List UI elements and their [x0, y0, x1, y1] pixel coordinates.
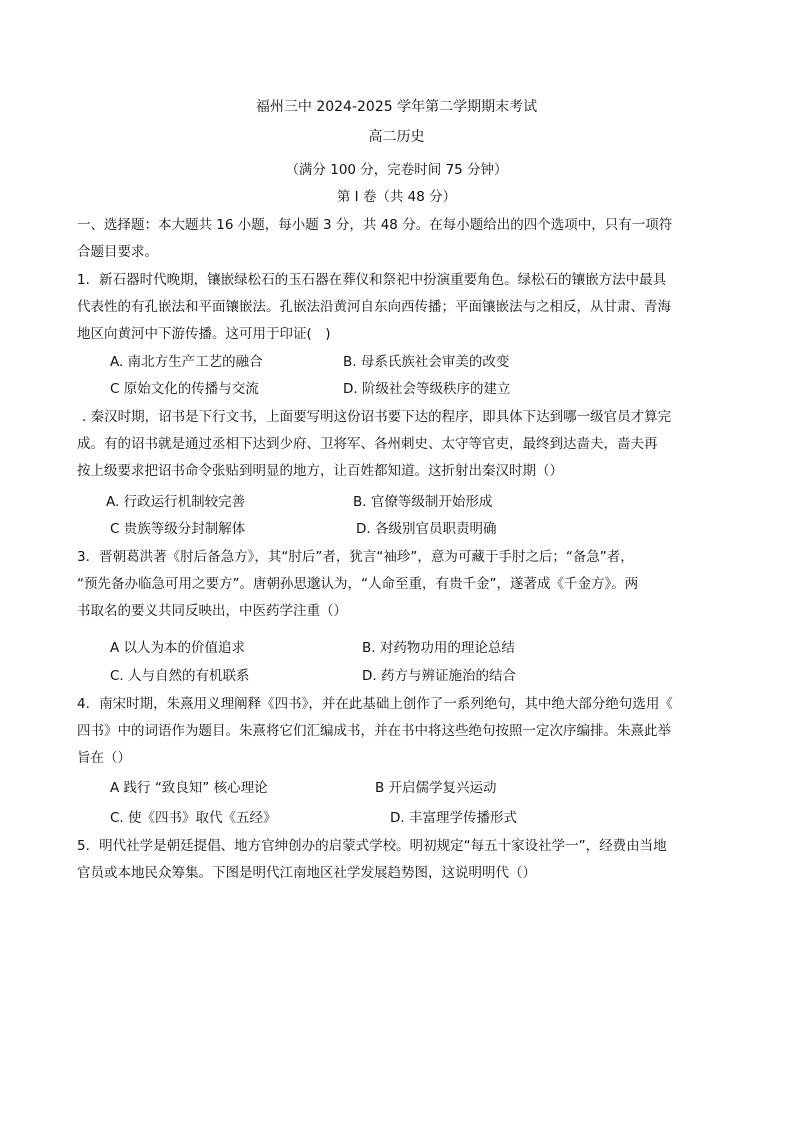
question-1-stem: 1．新石器时代晚期，镶嵌绿松石的玉石器在葬仪和祭祀中扮演重要角色。绿松石的镶嵌方法中最具 [77, 272, 667, 288]
section-intro-line: 合题目要求。 [77, 244, 158, 260]
question-5-stem: 5．明代社学是朝廷提倡、地方官绅创办的启蒙式学校。明初规定“每五十家设社学一”，经费由当地 [77, 838, 667, 854]
question-4-stem: 四书》中的词语作为题目。朱熹将它们汇编成书，并在书中将这些绝句按照一定次序编排。朱熹此举 [77, 723, 671, 739]
question-2-option-a[interactable]: A. 行政运行机制较完善 [106, 494, 246, 510]
question-3-option-d[interactable]: D. 药方与辨证施治的结合 [362, 668, 516, 684]
question-2-stem: 成。有的诏书就是通过丞相下达到少府、卫将军、各州刺史、太守等官吏，最终到达啬夫，啬夫再 [77, 436, 658, 452]
question-2-option-d[interactable]: D. 各级别官员职责明确 [356, 521, 497, 537]
question-4-option-c[interactable]: C. 使《四书》取代《五经》 [110, 810, 277, 826]
question-1-option-c[interactable]: C 原始文化的传播与交流 [110, 381, 259, 397]
question-1-option-b[interactable]: B. 母系氏族社会审美的改变 [343, 354, 510, 370]
volume-heading: 第 I 卷（共 48 分） [336, 189, 457, 205]
question-3-stem: 3．晋朝葛洪著《肘后备急方》，其“肘后”者，犹言“袖珍”，意为可藏于手肘之后；“备急”者， [77, 549, 634, 565]
question-1-stem: 代表性的有孔嵌法和平面镶嵌法。孔嵌法沿黄河自东向西传播；平面镶嵌法与之相反，从甘肃、青海 [77, 299, 671, 315]
question-1-option-d[interactable]: D. 阶级社会等级秩序的建立 [343, 381, 511, 397]
question-4-option-d[interactable]: D. 丰富理学传播形式 [390, 810, 517, 826]
question-4-option-b[interactable]: B 开启儒学复兴运动 [375, 780, 497, 796]
section-intro-line: 一、选择题：本大题共 16 小题，每小题 3 分，共 48 分。在每小题给出的四个选项中，只有一项符 [77, 217, 673, 233]
question-4-stem: 旨在（） [77, 750, 131, 766]
question-4-option-a[interactable]: A 践行 “致良知” 核心理论 [110, 780, 268, 796]
question-3-stem: “预先备办临急可用之要方”。唐朝孙思邈认为，“人命至重，有贵千金”，遂著成《千金方》。两 [77, 576, 639, 592]
exam-subject: 高二历史 [368, 129, 425, 145]
question-3-option-c[interactable]: C. 人与自然的有机联系 [110, 668, 250, 684]
question-2-option-b[interactable]: B. 官僚等级制开始形成 [353, 494, 493, 510]
exam-title: 福州三中 2024-2025 学年第二学期期末考试 [255, 99, 538, 115]
question-3-stem: 书取名的要义共同反映出，中医药学注重（） [77, 603, 347, 619]
exam-note: （满分 100 分，完卷时间 75 分钟） [285, 162, 508, 178]
question-2-stem: 按上级要求把诏书命令张贴到明显的地方，让百姓都知道。这折射出秦汉时期（） [77, 463, 563, 479]
question-3-option-b[interactable]: B. 对药物功用的理论总结 [362, 640, 515, 656]
question-2-option-c[interactable]: C 贵族等级分封制解体 [110, 521, 246, 537]
question-1-option-a[interactable]: A. 南北方生产工艺的融合 [110, 354, 263, 370]
question-5-stem: 官员或本地民众筹集。下图是明代江南地区社学发展趋势图，这说明明代（） [77, 865, 536, 881]
question-4-stem: 4．南宋时期，朱熹用义理阐释《四书》，并在此基础上创作了一系列绝句，其中绝大部分绝句选用《 [77, 696, 673, 712]
question-2-stem: . 秦汉时期，诏书是下行文书，上面要写明这份诏书要下达的程序，即具体下达到哪一级官员才算完 [82, 409, 672, 425]
question-3-option-a[interactable]: A 以人为本的价值追求 [110, 640, 246, 656]
question-1-stem: 地区向黄河中下游传播。这可用于印证( ) [77, 326, 331, 342]
